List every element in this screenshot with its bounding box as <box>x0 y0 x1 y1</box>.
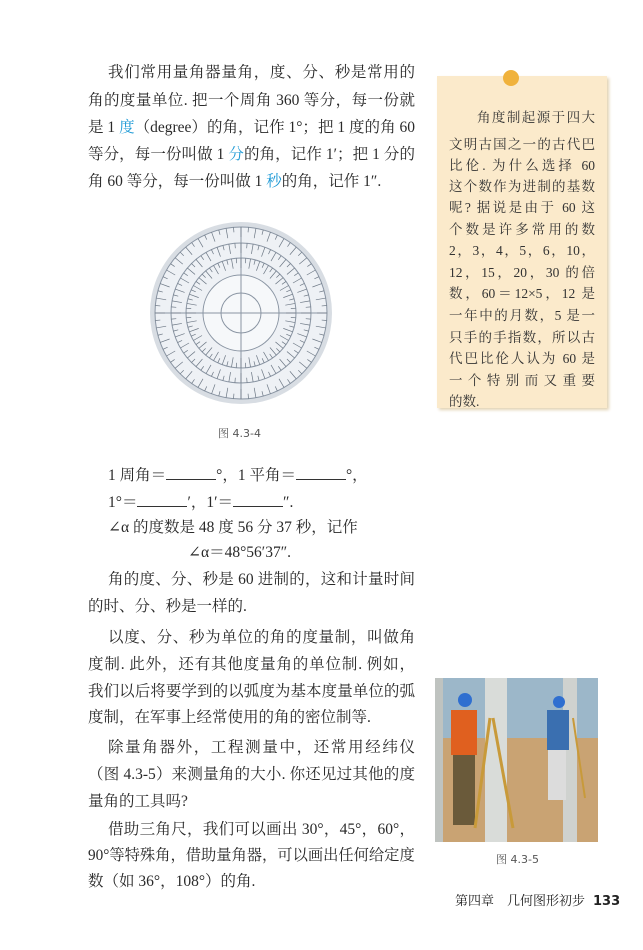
text: 的角，记作 1′；把 1 分的 <box>243 146 415 163</box>
term-second: 秒 <box>266 173 282 190</box>
text: 1°＝ <box>108 494 138 511</box>
text-line: （图 4.3-5）来测量角的大小. 你还见过其他的度 <box>88 766 415 783</box>
text-line: 角的度量单位. 把一个周角 360 等分，每一份就 <box>88 92 415 109</box>
text: °， <box>345 467 368 484</box>
note-line: 12，15，20，30 的倍 <box>449 265 595 280</box>
pin-icon <box>503 70 519 86</box>
term-minute: 分 <box>228 146 244 163</box>
text-line: 除量角器外，工程测量中，还常用经纬仪 <box>108 739 415 756</box>
text: 的角，记作 1″. <box>281 173 382 190</box>
note-line: 的数. <box>449 394 480 409</box>
note-line: 呢? 据说是由于 60 这 <box>449 200 595 215</box>
term-degree: 度 <box>119 119 135 136</box>
blank-field[interactable] <box>233 492 283 507</box>
text-line: 我们以后将要学到的以弧度为基本度量单位的弧 <box>88 683 415 700</box>
note-line: 数，60＝12×5，12 是 <box>449 286 595 301</box>
text-line <box>88 172 381 192</box>
text-line: 借助三角尺，我们可以画出 30°，45°，60°， <box>108 821 415 838</box>
page-footer <box>455 890 620 909</box>
note-line: 比伦. 为什么选择 60 <box>449 158 595 173</box>
text-line: 量角的工具吗? <box>88 793 188 810</box>
fill-blank-line <box>108 465 368 486</box>
text: °，1 平角＝ <box>216 467 296 484</box>
note-line: 文明古国之一的古代巴 <box>449 137 595 152</box>
text: 是 1 <box>88 119 120 136</box>
note-line: 2，3，4，5，6，10， <box>449 243 595 258</box>
blank-field[interactable] <box>137 492 187 507</box>
text-line: 度制，在军事上经常使用的角的密位制等. <box>88 709 371 726</box>
chapter-title: 第四章 几何图形初步 <box>455 894 586 909</box>
text-line: 角的度、分、秒是 60 进制的，这和计量时间 <box>108 571 415 588</box>
text: ′，1′＝ <box>187 494 233 511</box>
text: 1 周角＝ <box>108 467 167 484</box>
text: 角 60 等分，每一份叫做 1 <box>88 173 267 190</box>
note-line: 代巴比伦人认为 60 是 <box>449 351 595 366</box>
text: （degree）的角，记作 1°；把 1 度的角 60 <box>134 119 415 136</box>
text-line: 我们常用量角器量角，度、分、秒是常用的 <box>108 64 415 81</box>
fill-blank-line <box>108 492 293 513</box>
surveyors-photo <box>435 678 598 842</box>
page-number: 133 <box>593 894 621 909</box>
text: 等分，每一份叫做 1 <box>88 146 229 163</box>
note-line: 个数是许多常用的数 <box>449 222 595 237</box>
figure-caption: 图 4.3-4 <box>218 427 261 440</box>
formula: ∠α＝48°56′37″. <box>188 544 292 561</box>
text-line: 数（如 36°，108°）的角. <box>88 873 256 890</box>
text-line: 的时、分、秒是一样的. <box>88 598 247 615</box>
text-line: ∠α 的度数是 48 度 56 分 37 秒，记作 <box>108 519 358 536</box>
text-line: 度制. 此外，还有其他度量角的单位制. 例如， <box>88 656 415 673</box>
blank-field[interactable] <box>166 465 216 480</box>
text-line <box>88 118 415 138</box>
text: ″. <box>283 494 294 511</box>
text-line: 90°等特殊角，借助量角器，可以画出任何给定度 <box>88 847 415 864</box>
note-line: 只手的手指数，所以古 <box>449 330 595 345</box>
protractor-image <box>148 220 334 406</box>
text-line: 以度、分、秒为单位的角的度量制，叫做角 <box>108 629 415 646</box>
note-line: 一年中的月数，5 是一 <box>449 308 595 323</box>
text-line <box>88 145 415 165</box>
figure-caption: 图 4.3-5 <box>496 853 539 866</box>
note-line: 一个特别而又重要 <box>449 373 595 388</box>
note-line: 这个数作为进制的基数 <box>449 179 595 194</box>
blank-field[interactable] <box>296 465 346 480</box>
note-line: 角度制起源于四大 <box>477 110 595 125</box>
side-note <box>437 76 607 408</box>
